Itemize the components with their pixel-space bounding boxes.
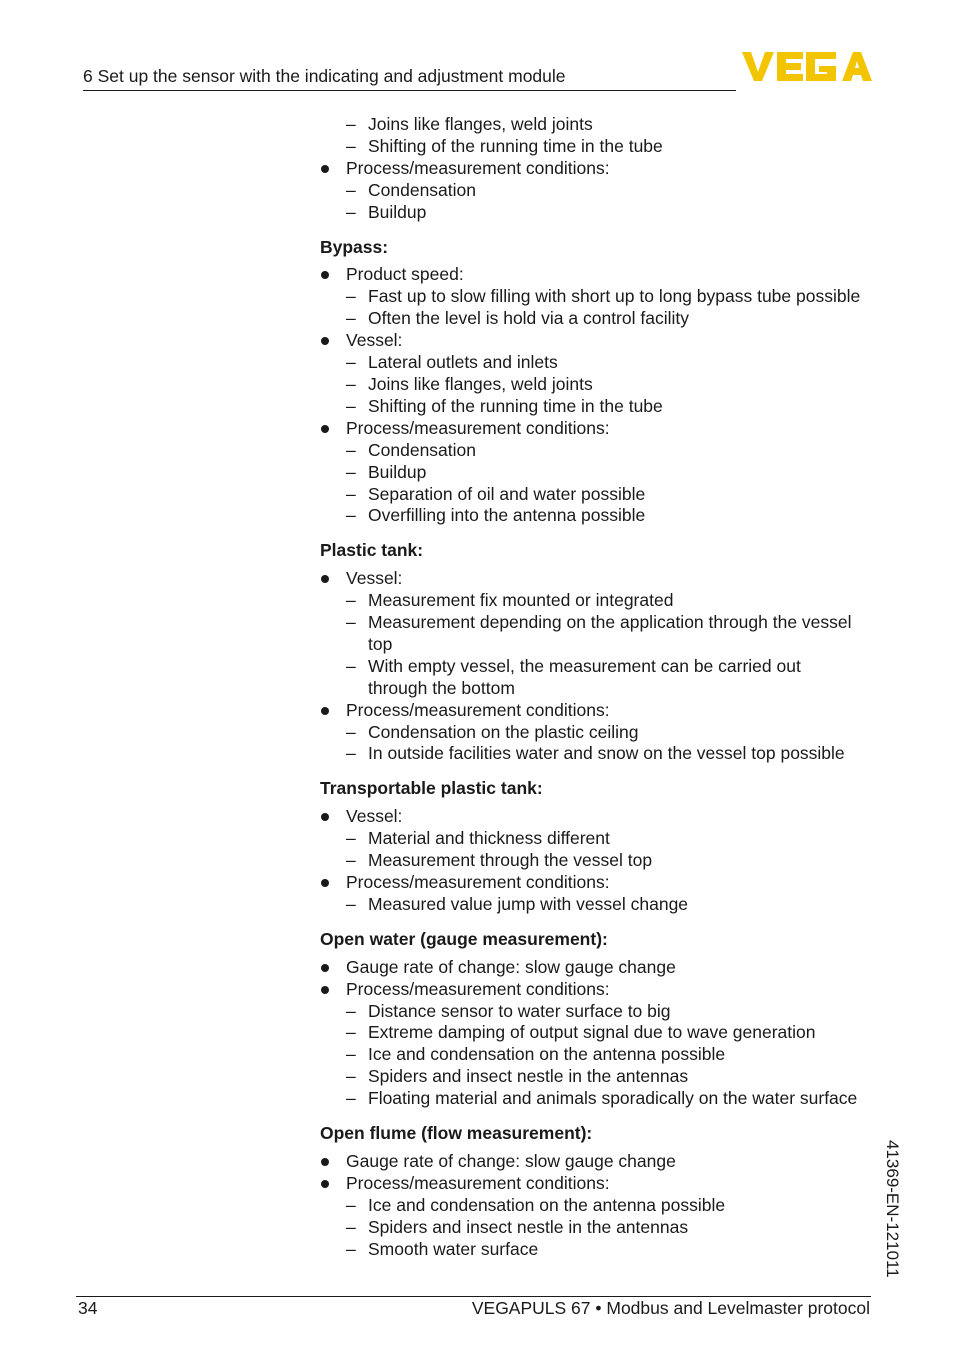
dash-item: – Condensation on the plastic ceiling — [320, 722, 880, 744]
dash-item: – Condensation — [320, 180, 880, 202]
section-heading: Bypass: — [320, 236, 389, 257]
dash-item: – Buildup — [320, 462, 880, 484]
chapter-title: 6 Set up the sensor with the indicating and adjustment module — [83, 66, 566, 86]
dash-item: – Measured value jump with vessel change — [320, 894, 880, 916]
section-heading: Open water (gauge measurement): — [320, 928, 608, 949]
dash-item: – Shifting of the running time in the tube — [320, 136, 880, 158]
dash-item: – Ice and condensation on the antenna possible — [320, 1195, 880, 1217]
dash-item: – Spiders and insect nestle in the antennas — [320, 1217, 880, 1239]
item-continuation: through the bottom — [368, 677, 515, 698]
bullet-item: Process/measurement conditions: — [320, 418, 880, 440]
footer-rule — [76, 1296, 871, 1297]
bullet-item: Process/measurement conditions: — [320, 700, 880, 722]
dash-item: – Material and thickness different — [320, 828, 880, 850]
page-number: 34 — [78, 1298, 98, 1318]
bullet-item: Process/measurement conditions: — [320, 1173, 880, 1195]
dash-item: – Shifting of the running time in the tube — [320, 396, 880, 418]
dash-item: – Overfilling into the antenna possible — [320, 505, 880, 527]
dash-item: – Often the level is hold via a control facility — [320, 308, 880, 330]
dash-item: – Ice and condensation on the antenna possible — [320, 1044, 880, 1066]
dash-item: – Separation of oil and water possible — [320, 484, 880, 506]
dash-item: – Floating material and animals sporadically on the water surface — [320, 1088, 880, 1110]
document-title: VEGAPULS 67 • Modbus and Levelmaster protocol — [471, 1298, 870, 1318]
bullet-item: Process/measurement conditions: — [320, 158, 880, 180]
dash-item: – Buildup — [320, 202, 880, 224]
dash-item: – Extreme damping of output signal due to wave generation — [320, 1022, 880, 1044]
page-content — [320, 114, 880, 1261]
dash-item: – Measurement through the vessel top — [320, 850, 880, 872]
dash-item: – With empty vessel, the measurement can be carried out — [320, 656, 880, 678]
section-heading: Plastic tank: — [320, 540, 424, 561]
bullet-item: Vessel: — [320, 568, 880, 590]
dash-item: – Lateral outlets and inlets — [320, 352, 880, 374]
side-document-code: 41369-EN-121011 — [883, 1140, 902, 1278]
dash-item: – Joins like flanges, weld joints — [320, 114, 880, 136]
bullet-item: Vessel: — [320, 806, 880, 828]
section-heading: Open flume (flow measurement): — [320, 1123, 593, 1144]
section-heading: Transportable plastic tank: — [320, 778, 543, 799]
dash-item: – Fast up to slow filling with short up to long bypass tube possible — [320, 286, 880, 308]
dash-item: – In outside facilities water and snow on the vessel top possible — [320, 743, 880, 765]
dash-item: – Spiders and insect nestle in the antennas — [320, 1066, 880, 1088]
dash-item: – Measurement fix mounted or integrated — [320, 590, 880, 612]
dash-item: – Measurement depending on the application through the vessel — [320, 612, 880, 634]
header-rule — [83, 90, 736, 91]
dash-item: – Smooth water surface — [320, 1239, 880, 1261]
dash-item: – Joins like flanges, weld joints — [320, 374, 880, 396]
bullet-item: Process/measurement conditions: — [320, 979, 880, 1001]
bullet-item: Vessel: — [320, 330, 880, 352]
bullet-item: Product speed: — [320, 264, 880, 286]
bullet-item: Gauge rate of change: slow gauge change — [320, 1151, 880, 1173]
dash-item: – Distance sensor to water surface to big — [320, 1001, 880, 1023]
vega-logo — [742, 50, 872, 83]
dash-item: – Condensation — [320, 440, 880, 462]
bullet-item: Gauge rate of change: slow gauge change — [320, 957, 880, 979]
item-continuation: top — [368, 633, 393, 654]
bullet-item: Process/measurement conditions: — [320, 872, 880, 894]
